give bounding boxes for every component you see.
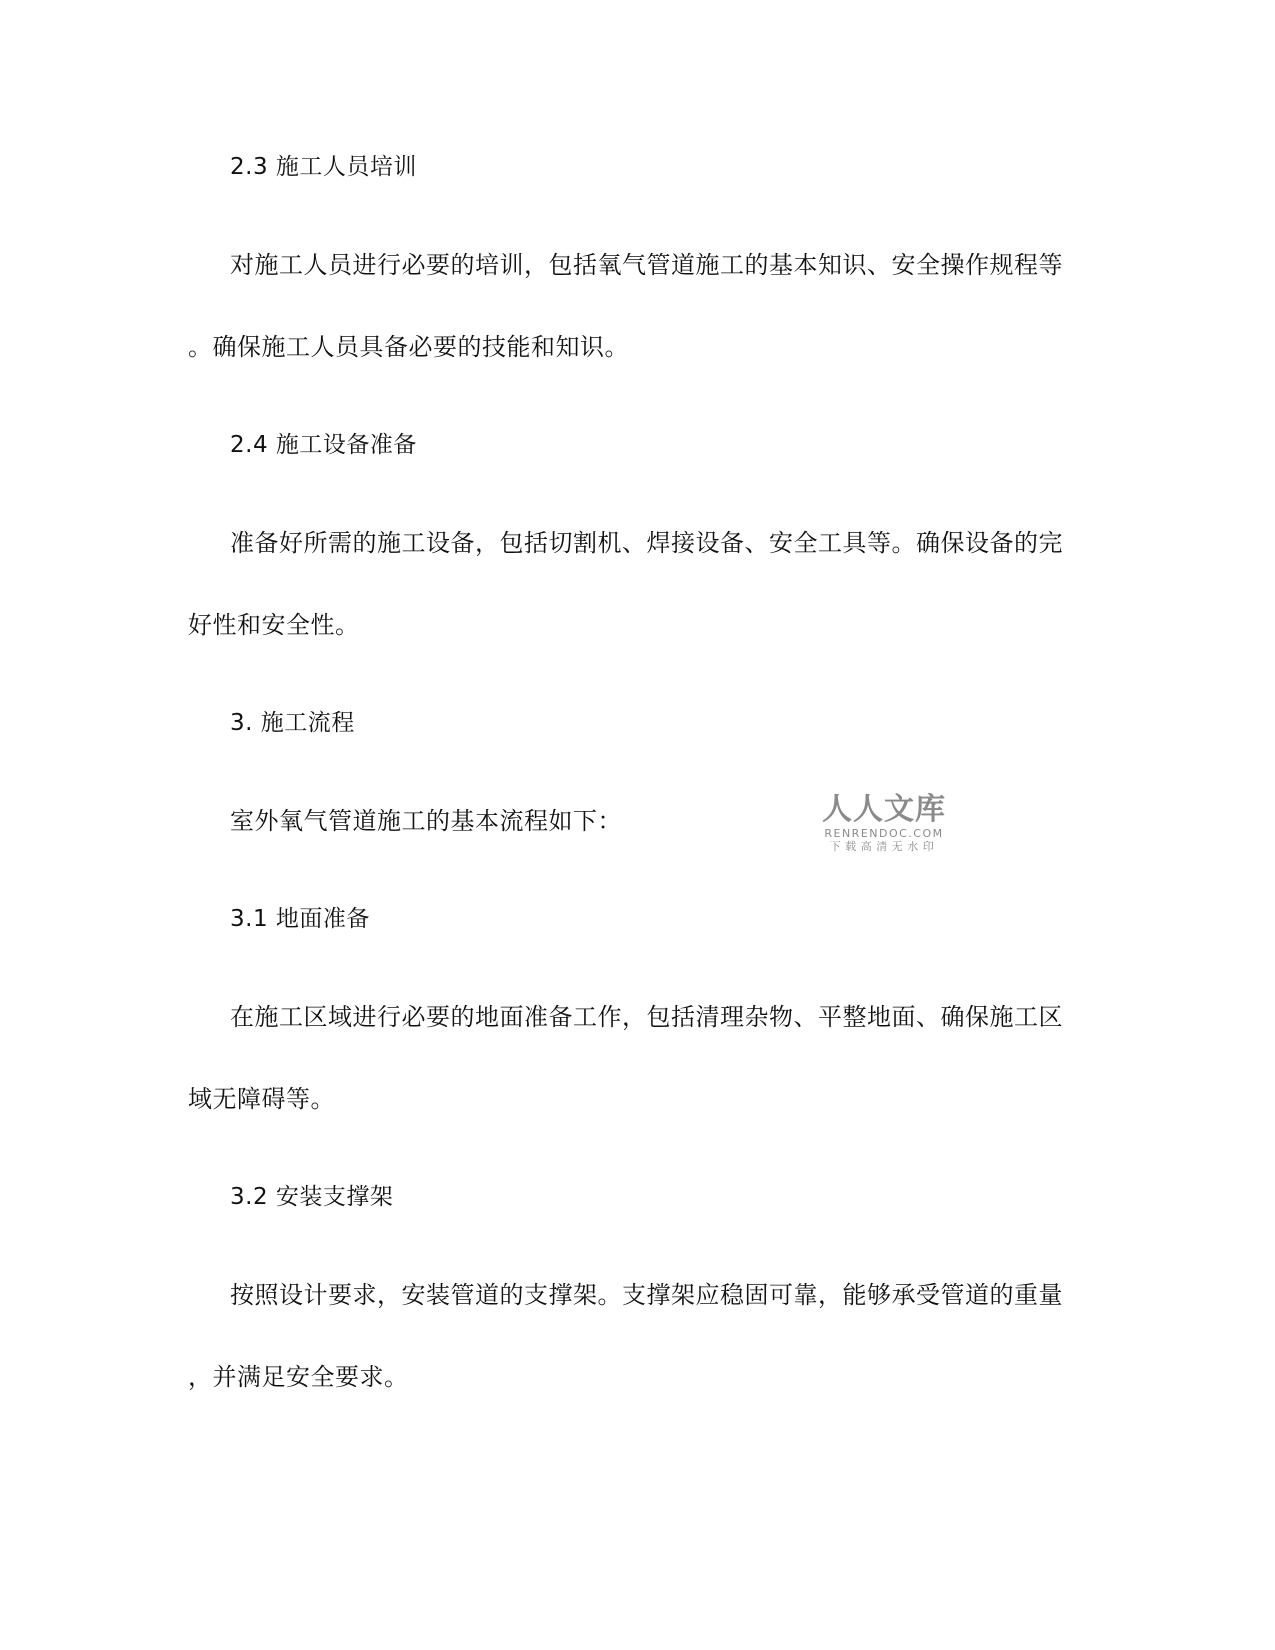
watermark (818, 793, 950, 854)
paragraph-line: 在施工区域进行必要的地面准备工作，包括清理杂物、平整地面、确保施工区 (230, 1003, 1063, 1031)
watermark-tagline: 下载高清无水印 (829, 840, 939, 853)
heading-2-3: 2.3 施工人员培训 (230, 154, 417, 180)
watermark-domain: RENRENDOC.COM (824, 827, 944, 840)
paragraph-line: 室外氧气管道施工的基本流程如下： (230, 807, 622, 835)
paragraph-line: 按照设计要求，安装管道的支撑架。支撑架应稳固可靠，能够承受管道的重量 (230, 1281, 1063, 1309)
paragraph-line: 。确保施工人员具备必要的技能和知识。 (188, 333, 629, 361)
heading-2-4: 2.4 施工设备准备 (230, 432, 417, 458)
watermark-title: 人人文库 (822, 792, 946, 827)
paragraph-line: ，并满足安全要求。 (188, 1363, 409, 1391)
paragraph-line: 域无障碍等。 (188, 1085, 335, 1113)
paragraph-line: 准备好所需的施工设备，包括切割机、焊接设备、安全工具等。确保设备的完 (230, 529, 1063, 557)
heading-3-1: 3.1 地面准备 (230, 906, 370, 932)
paragraph-line: 好性和安全性。 (188, 611, 360, 639)
heading-3-2: 3.2 安装支撑架 (230, 1184, 394, 1210)
paragraph-line: 对施工人员进行必要的培训，包括氧气管道施工的基本知识、安全操作规程等 (230, 251, 1063, 279)
heading-3: 3. 施工流程 (230, 710, 355, 736)
